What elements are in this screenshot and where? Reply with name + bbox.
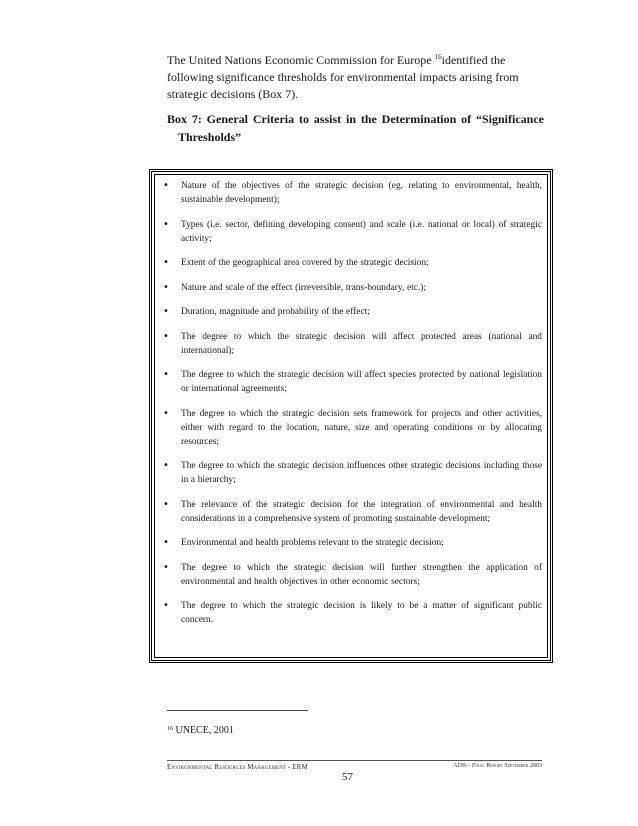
bullet-icon: • xyxy=(163,407,169,419)
bullet-icon: • xyxy=(163,306,169,317)
box-heading xyxy=(167,110,544,146)
intro-paragraph xyxy=(167,52,542,103)
criteria-text: Nature and scale of the effect (irreversible, trans-boundary, etc.); xyxy=(181,282,426,293)
criteria-item xyxy=(160,281,542,295)
bullet-icon: • xyxy=(163,330,169,342)
criteria-item xyxy=(160,330,542,358)
bullet-icon: • xyxy=(163,600,169,611)
footnote-reference[interactable]: 16 xyxy=(434,53,442,61)
criteria-text: The degree to which the strategic decision will affect species protected by national legislation or international agreements; xyxy=(181,370,542,394)
criteria-item xyxy=(160,599,542,627)
footnote xyxy=(167,724,234,738)
criteria-text: The degree to which the strategic decision is likely to be a matter of significant public concern. xyxy=(181,601,542,625)
criteria-item xyxy=(160,536,542,550)
criteria-list xyxy=(160,179,542,627)
criteria-item xyxy=(160,305,542,319)
criteria-item xyxy=(160,459,542,487)
bullet-icon: • xyxy=(163,218,169,230)
criteria-text: The degree to which the strategic decision influences other strategic decisions including those in a hierarchy; xyxy=(181,461,542,485)
criteria-item xyxy=(160,498,542,526)
criteria-item xyxy=(160,256,542,270)
bullet-icon: • xyxy=(163,460,169,471)
criteria-text: Extent of the geographical area covered by the strategic decision; xyxy=(181,258,429,268)
criteria-text: The degree to which the strategic decision will affect protected areas (national and international); xyxy=(181,331,542,356)
criteria-text: The relevance of the strategic decision for the integration of environmental and health considerations in a comprehensive system of promoting sustainable development; xyxy=(181,499,542,524)
criteria-item xyxy=(160,407,542,449)
criteria-text: The degree to which the strategic decision sets framework for projects and other activities, either with regard to the location, nature, size and operating conditions or by allocating resources; xyxy=(181,408,542,447)
bullet-icon: • xyxy=(163,498,169,510)
bullet-icon: • xyxy=(163,180,169,191)
criteria-text: Nature of the objectives of the strategic decision (eg. relating to environmental, health, sustainable development); xyxy=(181,181,542,205)
criteria-box xyxy=(149,169,553,663)
footnote-separator xyxy=(167,710,308,711)
footnote-text: UNECE, 2001 xyxy=(173,725,234,736)
criteria-text: Environmental and health problems relevant to the strategic decision; xyxy=(181,538,444,548)
criteria-item xyxy=(160,218,542,246)
page-number: 57 xyxy=(342,771,353,783)
box-title: Box 7: General Criteria to assist in the Determination of “Significance Thresholds” xyxy=(167,112,544,144)
intro-text-start: The United Nations Economic Commission for Europe xyxy=(167,53,435,67)
bullet-icon: • xyxy=(163,537,169,548)
footer-divider xyxy=(167,760,542,761)
criteria-text: The degree to which the strategic decision will further strengthen the application of environmental and health objectives in other economic sectors; xyxy=(181,562,542,587)
footer-organization: Environmental Resources Management - ERM xyxy=(167,763,308,771)
criteria-item xyxy=(160,561,542,589)
bullet-icon: • xyxy=(163,281,169,293)
criteria-text: Duration, magnitude and probability of the effect; xyxy=(181,307,370,317)
footer-report-info: ADB – Final Report September 2003 xyxy=(453,763,542,769)
criteria-item xyxy=(160,179,542,207)
criteria-text: Types (i.e. sector, defining developing consent) and scale (i.e. national or local) of strategic activity; xyxy=(181,219,542,244)
footnote-number: 16 xyxy=(167,726,173,732)
bullet-icon: • xyxy=(163,561,169,573)
bullet-icon: • xyxy=(163,369,169,380)
criteria-item xyxy=(160,368,542,396)
intro-text-end: identified the following significance thresholds for environmental impacts arising from strategic decisions (Box 7). xyxy=(167,53,519,101)
bullet-icon: • xyxy=(163,257,169,268)
